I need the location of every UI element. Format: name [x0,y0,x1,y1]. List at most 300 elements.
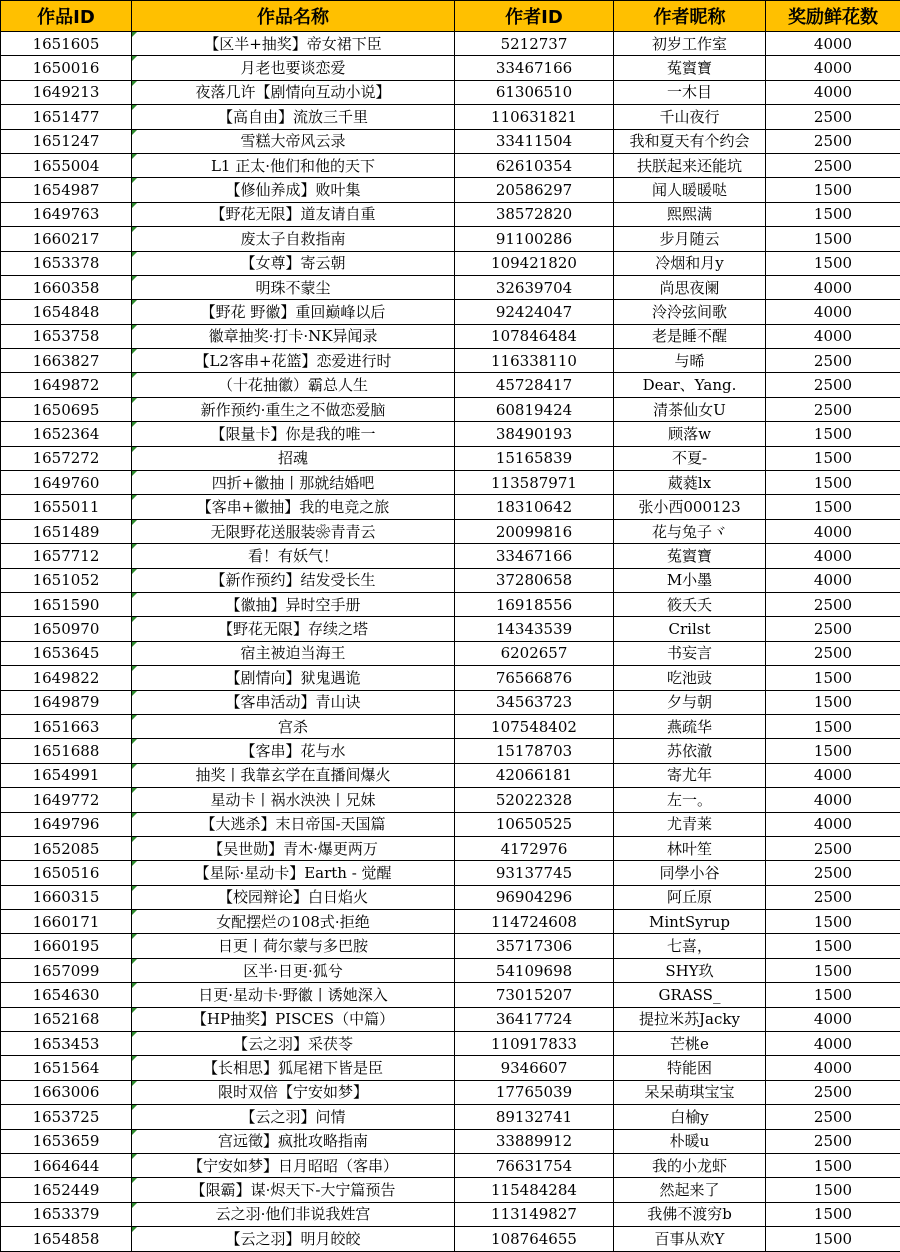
author-id-cell[interactable]: 93137745 [455,861,614,885]
reward-flowers-cell[interactable]: 2500 [766,153,900,177]
table-row [1,1056,900,1080]
work-title-cell[interactable]: 日更丨荷尔蒙与多巴胺 [132,934,455,958]
work-id-cell[interactable]: 1654858 [1,1227,132,1251]
work-title-cell[interactable]: 【云之羽】明月皎皎 [132,1227,455,1251]
work-id-cell[interactable]: 1651663 [1,714,132,738]
work-id-cell[interactable]: 1652168 [1,1007,132,1031]
header-work-title[interactable]: 作品名称 [132,1,455,32]
work-title-cell[interactable]: 四折+徽抽丨那就结婚吧 [132,471,455,495]
reward-flowers-cell[interactable]: 4000 [766,32,900,56]
author-nickname-cell[interactable]: 尚思夜阑 [614,275,766,299]
reward-flowers-cell[interactable]: 1500 [766,202,900,226]
work-id-cell[interactable]: 1651590 [1,592,132,616]
author-nickname-cell[interactable]: 千山夜行 [614,105,766,129]
reward-flowers-cell[interactable]: 4000 [766,788,900,812]
work-id-cell[interactable]: 1664644 [1,1153,132,1177]
author-nickname-cell[interactable]: 扶朕起来还能坑 [614,153,766,177]
author-id-cell[interactable]: 60819424 [455,397,614,421]
author-id-cell[interactable]: 32639704 [455,275,614,299]
author-nickname-cell[interactable]: 百事从欢Y [614,1227,766,1251]
reward-flowers-cell[interactable]: 1500 [766,251,900,275]
author-nickname-cell[interactable]: 一木目 [614,80,766,104]
author-nickname-cell[interactable]: 寄尤年 [614,763,766,787]
work-title-cell[interactable]: 【客串】花与水 [132,739,455,763]
author-nickname-cell[interactable]: 七喜， [614,934,766,958]
work-id-cell[interactable]: 1663006 [1,1080,132,1104]
reward-flowers-cell[interactable]: 1500 [766,446,900,470]
work-title-cell[interactable]: 废太子自救指南 [132,227,455,251]
author-id-cell[interactable]: 108764655 [455,1227,614,1251]
author-id-cell[interactable]: 114724608 [455,910,614,934]
author-nickname-cell[interactable]: 清茶仙女U [614,397,766,421]
table-row [1,544,900,568]
work-id-cell[interactable]: 1660315 [1,885,132,909]
table-row [1,1227,900,1251]
author-nickname-cell[interactable]: 林叶笙 [614,836,766,860]
author-id-cell[interactable]: 38572820 [455,202,614,226]
author-nickname-cell[interactable]: MintSyrup [614,910,766,934]
author-nickname-cell[interactable]: 冷烟和月y [614,251,766,275]
table-row [1,910,900,934]
author-id-cell[interactable]: 37280658 [455,568,614,592]
work-id-cell[interactable]: 1657272 [1,446,132,470]
author-id-cell[interactable]: 89132741 [455,1105,614,1129]
author-nickname-cell[interactable]: 苏依澈 [614,739,766,763]
reward-flowers-cell[interactable]: 4000 [766,300,900,324]
reward-flowers-cell[interactable]: 1500 [766,690,900,714]
table-row [1,397,900,421]
table-row [1,1080,900,1104]
author-id-cell[interactable]: 73015207 [455,983,614,1007]
table-row [1,763,900,787]
author-id-cell[interactable]: 96904296 [455,885,614,909]
work-title-cell[interactable]: 抽奖丨我靠玄学在直播间爆火 [132,763,455,787]
table-row [1,32,900,56]
reward-flowers-cell[interactable]: 2500 [766,617,900,641]
reward-flowers-cell[interactable]: 4000 [766,519,900,543]
table-row [1,934,900,958]
work-id-cell[interactable]: 1654991 [1,763,132,787]
header-author-id[interactable]: 作者ID [455,1,614,32]
table-row [1,690,900,714]
author-nickname-cell[interactable]: 白榆y [614,1105,766,1129]
reward-flowers-cell[interactable]: 1500 [766,1178,900,1202]
work-title-cell[interactable]: 云之羽·他们非说我姓宫 [132,1202,455,1226]
reward-flowers-cell[interactable]: 4000 [766,324,900,348]
work-title-cell[interactable]: 限时双倍【宁安如梦】 [132,1080,455,1104]
work-title-cell[interactable]: L1 正太·他们和他的天下 [132,153,455,177]
work-id-cell[interactable]: 1654630 [1,983,132,1007]
work-id-cell[interactable]: 1650970 [1,617,132,641]
work-title-cell[interactable]: 【剧情向】狱鬼遇诡 [132,666,455,690]
work-title-cell[interactable]: 【宁安如梦】日月昭昭（客串） [132,1153,455,1177]
work-title-cell[interactable]: 宿主被迫当海王 [132,641,455,665]
work-id-cell[interactable]: 1650016 [1,56,132,80]
work-id-cell[interactable]: 1654848 [1,300,132,324]
work-id-cell[interactable]: 1653379 [1,1202,132,1226]
author-id-cell[interactable]: 109421820 [455,251,614,275]
reward-flowers-cell[interactable]: 1500 [766,495,900,519]
work-title-cell[interactable]: 女配摆烂の108式·拒绝 [132,910,455,934]
work-title-cell[interactable]: 星动卡丨祸水泱泱丨兄妹 [132,788,455,812]
work-title-cell[interactable]: 【客串活动】青山诀 [132,690,455,714]
work-title-cell[interactable]: 【HP抽奖】PISCES（中篇） [132,1007,455,1031]
reward-flowers-cell[interactable]: 4000 [766,1007,900,1031]
table-row [1,714,900,738]
author-nickname-cell[interactable]: 特能困 [614,1056,766,1080]
work-title-cell[interactable]: 徽章抽奖·打卡·NK异闻录 [132,324,455,348]
reward-flowers-cell[interactable]: 1500 [766,958,900,982]
author-id-cell[interactable]: 54109698 [455,958,614,982]
author-nickname-cell[interactable]: 与晞 [614,349,766,373]
reward-flowers-cell[interactable]: 4000 [766,544,900,568]
table-row [1,568,900,592]
reward-flowers-cell[interactable]: 1500 [766,1202,900,1226]
table-row [1,56,900,80]
table-row [1,153,900,177]
reward-flowers-cell[interactable]: 1500 [766,422,900,446]
reward-flowers-cell[interactable]: 2500 [766,129,900,153]
work-title-cell[interactable]: 【限霸】谋·烬天下-大宁篇预告 [132,1178,455,1202]
work-title-cell[interactable]: 宫远徵】疯批攻略指南 [132,1129,455,1153]
author-id-cell[interactable]: 91100286 [455,227,614,251]
author-nickname-cell[interactable]: 闻人暖暖哒 [614,178,766,202]
reward-flowers-cell[interactable]: 4000 [766,568,900,592]
reward-flowers-cell[interactable]: 2500 [766,105,900,129]
author-id-cell[interactable]: 14343539 [455,617,614,641]
author-id-cell[interactable]: 110631821 [455,105,614,129]
reward-flowers-cell[interactable]: 1500 [766,714,900,738]
author-nickname-cell[interactable]: SHY玖 [614,958,766,982]
table-body [1,32,900,1252]
author-nickname-cell[interactable]: 菟賨寶 [614,56,766,80]
work-id-cell[interactable]: 1660195 [1,934,132,958]
author-id-cell[interactable]: 113587971 [455,471,614,495]
author-nickname-cell[interactable]: 筱夭夭 [614,592,766,616]
table-row [1,836,900,860]
author-nickname-cell[interactable]: 芒桃e [614,1032,766,1056]
header-row [1,1,900,32]
reward-flowers-cell[interactable]: 1500 [766,1153,900,1177]
author-nickname-cell[interactable]: 然起来了 [614,1178,766,1202]
table-row [1,422,900,446]
work-id-cell[interactable]: 1650695 [1,397,132,421]
author-id-cell[interactable]: 16918556 [455,592,614,616]
work-id-cell[interactable]: 1660358 [1,275,132,299]
author-id-cell[interactable]: 110917833 [455,1032,614,1056]
work-id-cell[interactable]: 1653453 [1,1032,132,1056]
author-id-cell[interactable]: 38490193 [455,422,614,446]
author-id-cell[interactable]: 33467166 [455,56,614,80]
table-row [1,446,900,470]
author-nickname-cell[interactable]: 书妄言 [614,641,766,665]
work-title-cell[interactable]: 【徽抽】异时空手册 [132,592,455,616]
author-id-cell[interactable]: 42066181 [455,763,614,787]
author-nickname-cell[interactable]: 我佛不渡穷b [614,1202,766,1226]
author-id-cell[interactable]: 116338110 [455,349,614,373]
reward-flowers-cell[interactable]: 4000 [766,80,900,104]
reward-flowers-cell[interactable]: 4000 [766,275,900,299]
author-nickname-cell[interactable]: 朴暖u [614,1129,766,1153]
author-nickname-cell[interactable]: 葳蕤lx [614,471,766,495]
work-title-cell[interactable]: 看！有妖气！ [132,544,455,568]
work-id-cell[interactable]: 1649760 [1,471,132,495]
author-id-cell[interactable]: 92424047 [455,300,614,324]
author-id-cell[interactable]: 52022328 [455,788,614,812]
reward-flowers-cell[interactable]: 1500 [766,739,900,763]
work-id-cell[interactable]: 1653659 [1,1129,132,1153]
table-row [1,1032,900,1056]
table-row [1,227,900,251]
work-title-cell[interactable]: 【野花无限】存续之塔 [132,617,455,641]
author-nickname-cell[interactable]: GRASS_ [614,983,766,1007]
table-row [1,80,900,104]
author-id-cell[interactable]: 15178703 [455,739,614,763]
reward-flowers-cell[interactable]: 2500 [766,349,900,373]
work-title-cell[interactable]: 无限野花送服装❀青青云 [132,519,455,543]
author-id-cell[interactable]: 4172976 [455,836,614,860]
work-title-cell[interactable]: 【客串+徽抽】我的电竞之旅 [132,495,455,519]
table-row [1,519,900,543]
reward-flowers-cell[interactable]: 4000 [766,1056,900,1080]
work-id-cell[interactable]: 1653645 [1,641,132,665]
reward-flowers-cell[interactable]: 2500 [766,397,900,421]
work-title-cell[interactable]: 【吴世勋】青木·爆更两万 [132,836,455,860]
table-row [1,641,900,665]
author-id-cell[interactable]: 35717306 [455,934,614,958]
reward-flowers-cell[interactable]: 1500 [766,934,900,958]
author-nickname-cell[interactable]: 我的小龙虾 [614,1153,766,1177]
work-id-cell[interactable]: 1651688 [1,739,132,763]
author-id-cell[interactable]: 33889912 [455,1129,614,1153]
author-id-cell[interactable]: 6202657 [455,641,614,665]
header-work-id[interactable]: 作品ID [1,1,132,32]
reward-flowers-cell[interactable]: 4000 [766,56,900,80]
table-row [1,1129,900,1153]
author-id-cell[interactable]: 107846484 [455,324,614,348]
work-id-cell[interactable]: 1650516 [1,861,132,885]
author-nickname-cell[interactable]: 步月随云 [614,227,766,251]
work-title-cell[interactable]: 【限量卡】你是我的唯一 [132,422,455,446]
work-id-cell[interactable]: 1657712 [1,544,132,568]
author-id-cell[interactable]: 20586297 [455,178,614,202]
table-row [1,105,900,129]
table-row [1,983,900,1007]
author-nickname-cell[interactable]: 初岁工作室 [614,32,766,56]
work-id-cell[interactable]: 1652449 [1,1178,132,1202]
author-nickname-cell[interactable]: Dear、Yang. [614,373,766,397]
author-nickname-cell[interactable]: 泠泠弦间歌 [614,300,766,324]
work-title-cell[interactable]: 明珠不蒙尘 [132,275,455,299]
author-nickname-cell[interactable]: 张小西000123 [614,495,766,519]
table-row [1,324,900,348]
table-row [1,812,900,836]
table-row [1,666,900,690]
header-author-nickname[interactable]: 作者昵称 [614,1,766,32]
reward-flowers-cell[interactable]: 1500 [766,910,900,934]
author-nickname-cell[interactable]: 夕与朝 [614,690,766,714]
table-row [1,275,900,299]
reward-flowers-cell[interactable]: 2500 [766,1080,900,1104]
work-title-cell[interactable]: 区半·日更·狐兮 [132,958,455,982]
author-id-cell[interactable]: 76566876 [455,666,614,690]
author-id-cell[interactable]: 76631754 [455,1153,614,1177]
table-row [1,958,900,982]
work-title-cell[interactable]: 【校园辩论】白日焰火 [132,885,455,909]
reward-flowers-cell[interactable]: 2500 [766,836,900,860]
author-id-cell[interactable]: 45728417 [455,373,614,397]
work-id-cell[interactable]: 1649872 [1,373,132,397]
reward-flowers-cell[interactable]: 2500 [766,1105,900,1129]
work-id-cell[interactable]: 1653725 [1,1105,132,1129]
author-id-cell[interactable]: 113149827 [455,1202,614,1226]
reward-flowers-cell[interactable]: 2500 [766,885,900,909]
table-row [1,885,900,909]
table-row [1,178,900,202]
work-title-cell[interactable]: 月老也要谈恋爱 [132,56,455,80]
work-id-cell[interactable]: 1651489 [1,519,132,543]
work-id-cell[interactable]: 1654987 [1,178,132,202]
work-title-cell[interactable]: 【野花 野徽】重回巅峰以后 [132,300,455,324]
work-id-cell[interactable]: 1652085 [1,836,132,860]
reward-flowers-cell[interactable]: 2500 [766,641,900,665]
author-id-cell[interactable]: 10650525 [455,812,614,836]
reward-flowers-cell[interactable]: 1500 [766,666,900,690]
work-title-cell[interactable]: 【星际·星动卡】Earth - 觉醒 [132,861,455,885]
author-nickname-cell[interactable]: 老是睡不醒 [614,324,766,348]
author-nickname-cell[interactable]: 菟賨寶 [614,544,766,568]
work-title-cell[interactable]: （十花抽徽）霸总人生 [132,373,455,397]
reward-flowers-cell[interactable]: 2500 [766,861,900,885]
work-id-cell[interactable]: 1649213 [1,80,132,104]
table-row [1,617,900,641]
author-nickname-cell[interactable]: 不夏- [614,446,766,470]
table-row [1,1178,900,1202]
author-id-cell[interactable]: 18310642 [455,495,614,519]
work-id-cell[interactable]: 1649879 [1,690,132,714]
reward-flowers-cell[interactable]: 4000 [766,812,900,836]
work-id-cell[interactable]: 1651477 [1,105,132,129]
reward-flowers-cell[interactable]: 1500 [766,227,900,251]
work-title-cell[interactable]: 日更·星动卡·野徽丨诱她深入 [132,983,455,1007]
work-title-cell[interactable]: 【野花无限】道友请自重 [132,202,455,226]
author-id-cell[interactable]: 62610354 [455,153,614,177]
table-row [1,373,900,397]
work-title-cell[interactable]: 雪糕大帝风云录 [132,129,455,153]
work-title-cell[interactable]: 【L2客串+花篮】恋爱进行时 [132,349,455,373]
author-id-cell[interactable]: 36417724 [455,1007,614,1031]
work-id-cell[interactable]: 1651564 [1,1056,132,1080]
work-id-cell[interactable]: 1649763 [1,202,132,226]
reward-flowers-cell[interactable]: 2500 [766,373,900,397]
table-row [1,471,900,495]
work-id-cell[interactable]: 1651247 [1,129,132,153]
table-row [1,1202,900,1226]
author-nickname-cell[interactable]: 我和夏天有个约会 [614,129,766,153]
author-id-cell[interactable]: 33411504 [455,129,614,153]
author-id-cell[interactable]: 5212737 [455,32,614,56]
reward-flowers-cell[interactable]: 1500 [766,1227,900,1251]
author-id-cell[interactable]: 33467166 [455,544,614,568]
author-nickname-cell[interactable]: 同學小谷 [614,861,766,885]
work-title-cell[interactable]: 【云之羽】问情 [132,1105,455,1129]
work-id-cell[interactable]: 1663827 [1,349,132,373]
work-title-cell[interactable]: 新作预约·重生之不做恋爱脑 [132,397,455,421]
work-id-cell[interactable]: 1660217 [1,227,132,251]
author-nickname-cell[interactable]: 吃池豉 [614,666,766,690]
author-id-cell[interactable]: 15165839 [455,446,614,470]
author-nickname-cell[interactable]: 左一。 [614,788,766,812]
work-title-cell[interactable]: 【修仙养成】败叶集 [132,178,455,202]
work-id-cell[interactable]: 1649822 [1,666,132,690]
author-nickname-cell[interactable]: 燕疏华 [614,714,766,738]
table-row [1,861,900,885]
reward-flowers-cell[interactable]: 4000 [766,763,900,787]
author-id-cell[interactable]: 115484284 [455,1178,614,1202]
author-nickname-cell[interactable]: 阿丘原 [614,885,766,909]
reward-flowers-cell[interactable]: 1500 [766,178,900,202]
work-title-cell[interactable]: 宫杀 [132,714,455,738]
work-id-cell[interactable]: 1651052 [1,568,132,592]
work-title-cell[interactable]: 【女尊】寄云朝 [132,251,455,275]
reward-flowers-cell[interactable]: 2500 [766,592,900,616]
author-nickname-cell[interactable]: 花与兔子ヾ [614,519,766,543]
author-nickname-cell[interactable]: Crilst [614,617,766,641]
work-id-cell[interactable]: 1653758 [1,324,132,348]
work-id-cell[interactable]: 1655004 [1,153,132,177]
work-id-cell[interactable]: 1653378 [1,251,132,275]
work-title-cell[interactable]: 【大逃杀】末日帝国-天国篇 [132,812,455,836]
author-id-cell[interactable]: 61306510 [455,80,614,104]
author-nickname-cell[interactable]: 呆呆萌琪宝宝 [614,1080,766,1104]
work-title-cell[interactable]: 【高自由】流放三千里 [132,105,455,129]
table-row [1,1105,900,1129]
work-title-cell[interactable]: 夜落几许【剧情向互动小说】 [132,80,455,104]
header-reward-flowers[interactable]: 奖励鲜花数 [766,1,900,32]
work-id-cell[interactable]: 1657099 [1,958,132,982]
work-id-cell[interactable]: 1655011 [1,495,132,519]
work-id-cell[interactable]: 1660171 [1,910,132,934]
reward-flowers-cell[interactable]: 1500 [766,983,900,1007]
work-title-cell[interactable]: 招魂 [132,446,455,470]
work-id-cell[interactable]: 1649796 [1,812,132,836]
work-title-cell[interactable]: 【云之羽】采茯苓 [132,1032,455,1056]
author-id-cell[interactable]: 20099816 [455,519,614,543]
reward-flowers-cell[interactable]: 1500 [766,471,900,495]
work-id-cell[interactable]: 1651605 [1,32,132,56]
author-nickname-cell[interactable]: 尤青莱 [614,812,766,836]
table-row [1,129,900,153]
reward-flowers-cell[interactable]: 2500 [766,1129,900,1153]
author-id-cell[interactable]: 17765039 [455,1080,614,1104]
author-id-cell[interactable]: 107548402 [455,714,614,738]
reward-flowers-cell[interactable]: 4000 [766,1032,900,1056]
work-title-cell[interactable]: 【长相思】狐尾裙下皆是臣 [132,1056,455,1080]
author-id-cell[interactable]: 34563723 [455,690,614,714]
author-nickname-cell[interactable]: M小墨 [614,568,766,592]
author-nickname-cell[interactable]: 熙熙满 [614,202,766,226]
work-id-cell[interactable]: 1652364 [1,422,132,446]
table-row [1,592,900,616]
author-nickname-cell[interactable]: 顾落w [614,422,766,446]
work-title-cell[interactable]: 【新作预约】结发受长生 [132,568,455,592]
work-id-cell[interactable]: 1649772 [1,788,132,812]
work-title-cell[interactable]: 【区半+抽奖】帝女裙下臣 [132,32,455,56]
author-nickname-cell[interactable]: 提拉米苏Jacky [614,1007,766,1031]
table-row [1,788,900,812]
table-row [1,1153,900,1177]
author-id-cell[interactable]: 9346607 [455,1056,614,1080]
